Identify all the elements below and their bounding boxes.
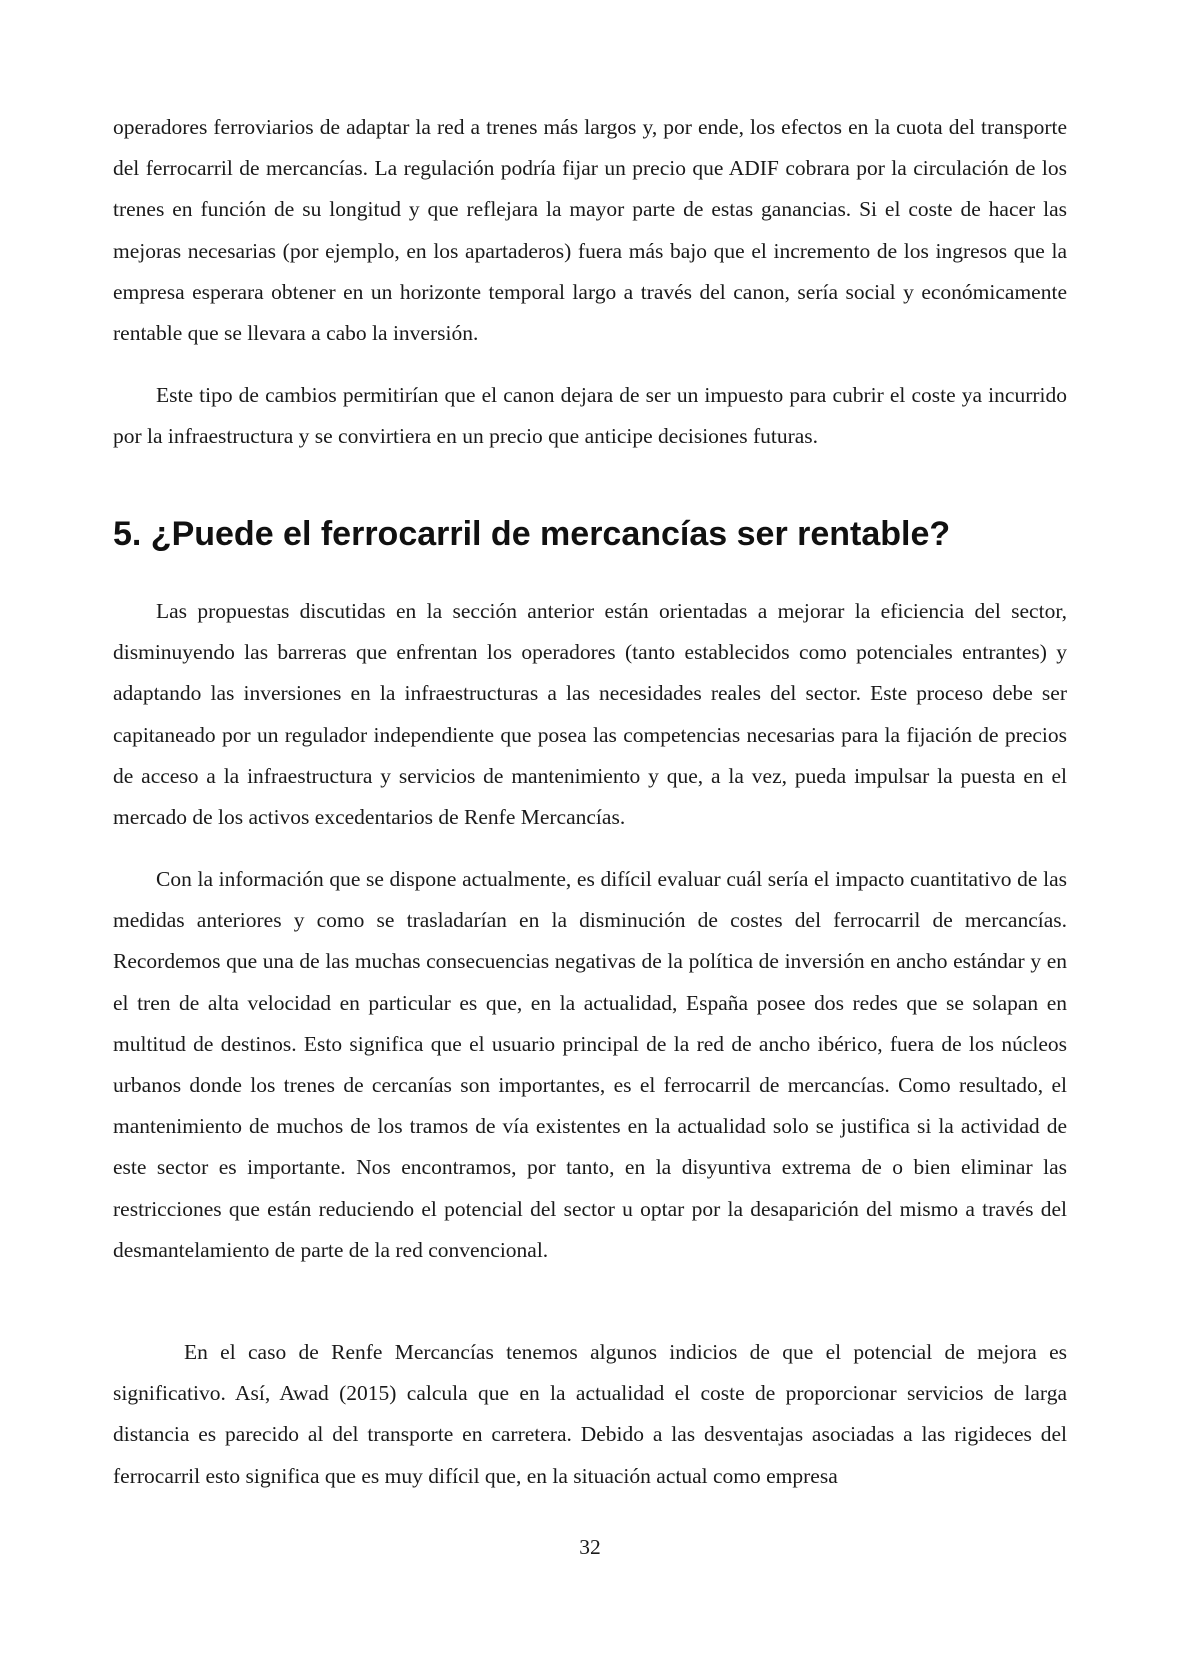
paragraph-continuation: operadores ferroviarios de adaptar la red a trenes más largos y, por ende, los efectos en la cuota del transporte del ferrocarril de mercancías. La regulación podría fijar un precio que ADIF cobrara por la circulación de los trenes en función de su longitud y que reflejara la mayor parte de estas ganancias. Si el coste de hacer las mejoras necesarias (por ejemplo, en los apartaderos) fuera más bajo que el incremento de los ingresos que la empresa esperara obtener en un horizonte temporal largo a través del canon, sería social y económicamente rentable que se llevara a cabo la inversión. bbox=[113, 115, 1067, 346]
paragraph-renfe-case: En el caso de Renfe Mercancías tenemos algunos indicios de que el potencial de mejora es significativo. Así, Awad (2015) calcula que en la actualidad el coste de proporcionar servicios de larga distancia es parecido al del transporte en carretera. Debido a las desventajas asociadas a las rigideces del ferrocarril esto significa que es muy difícil que, en la situación actual como empresa bbox=[113, 1340, 1067, 1488]
paragraph-canon-change: Este tipo de cambios permitirían que el canon dejara de ser un impuesto para cubrir el coste ya incurrido por la infraestructura y se convirtiera en un precio que anticipe decisiones futuras. bbox=[113, 383, 1067, 449]
paragraph-proposals: Las propuestas discutidas en la sección anterior están orientadas a mejorar la eficiencia del sector, disminuyendo las barreras que enfrentan los operadores (tanto establecidos como potenciales entrantes) y adaptando las inversiones en la infraestructuras a las necesidades reales del sector. Este proceso debe ser capitaneado por un regulador independiente que posea las competencias necesarias para la fijación de precios de acceso a la infraestructura y servicios de mantenimiento y que, a la vez, pueda impulsar la puesta en el mercado de los activos excedentarios de Renfe Mercancías. bbox=[113, 599, 1067, 830]
section-heading: 5. ¿Puede el ferrocarril de mercancías ser rentable? bbox=[113, 515, 951, 553]
paragraph-impact: Con la información que se dispone actualmente, es difícil evaluar cuál sería el impacto cuantitativo de las medidas anteriores y como se trasladarían en la disminución de costes del ferrocarril de mercancías. Recordemos que una de las muchas consecuencias negativas de la política de inversión en ancho estándar y en el tren de alta velocidad en particular es que, en la actualidad, España posee dos redes que se solapan en multitud de destinos. Esto significa que el usuario principal de la red de ancho ibérico, fuera de los núcleos urbanos donde los trenes de cercanías son importantes, es el ferrocarril de mercancías. Como resultado, el mantenimiento de muchos de los tramos de vía existentes en la actualidad solo se justifica si la actividad de este sector es importante. Nos encontramos, por tanto, en la disyuntiva extrema de o bien eliminar las restricciones que están reduciendo el potencial del sector u optar por la desaparición del mismo a través del desmantelamiento de parte de la red convencional. bbox=[113, 867, 1067, 1262]
page-number: 32 bbox=[579, 1535, 601, 1559]
